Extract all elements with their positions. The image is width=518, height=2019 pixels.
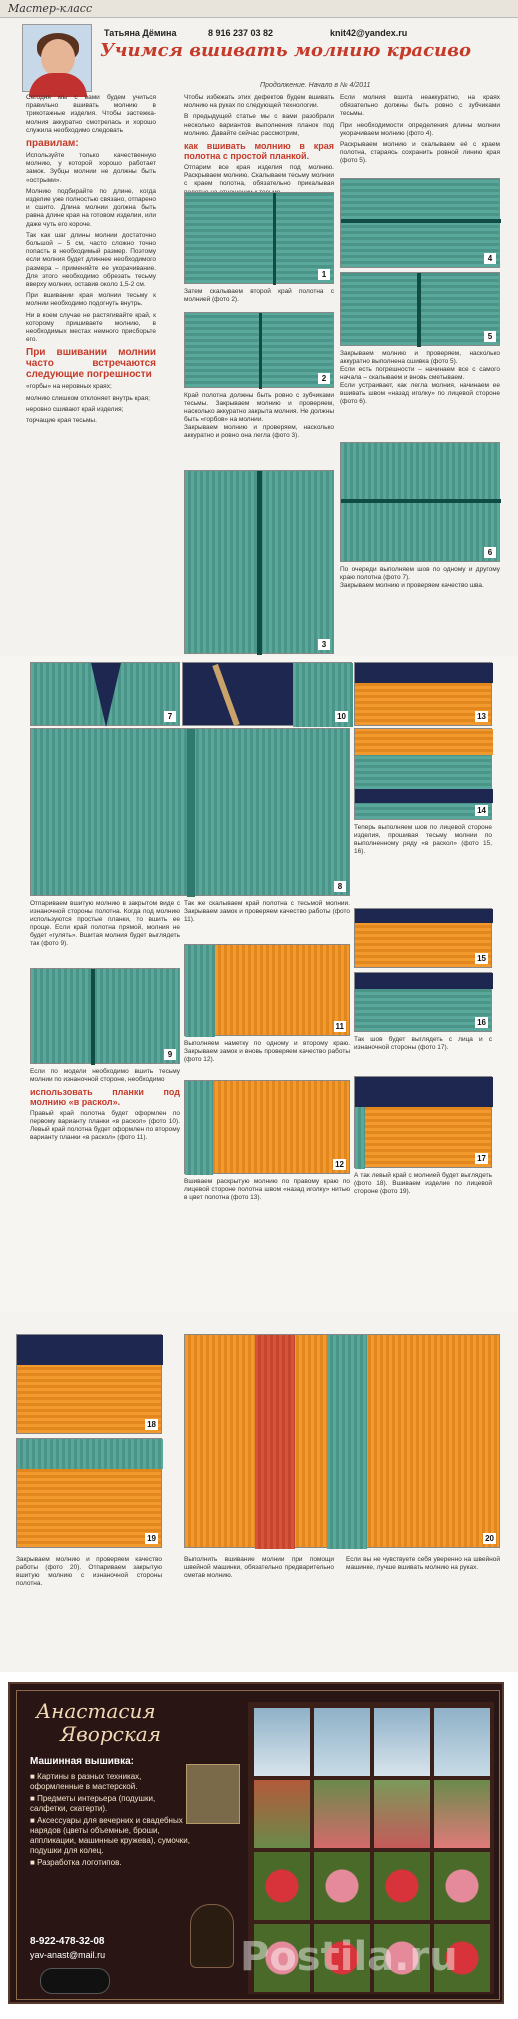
photo-9: 9	[30, 968, 180, 1064]
service-item: ■ Аксессуары для вечерних и свадебных нарядов (цветы объемные, броши, аппликации, машинные кружева), сумочки, подушки для колец.	[30, 1816, 190, 1856]
photo-caption: По очереди выполняем шов по одному и другому краю полотна (фото 7). Закрываем молнию и проверяем качество шва.	[340, 566, 500, 589]
photo-caption: Выполняем наметку по одному и второму краю. Закрываем замок и вновь проверяем качество работы (фото 12).	[184, 1040, 350, 1063]
photo-caption: Выполнить вшивание молнии при помощи швейной машинки, обязательно предварительно сметав молнию.	[184, 1556, 334, 1579]
text-column-2-top	[184, 94, 334, 186]
article-page-3	[0, 1312, 518, 1672]
paragraph: Так как шаг длины молнии достаточно большой – 5 см, часто сложно точно попасть в необходимый размер. Поэтому если молния будет длиннее необходимого размера – применяйте ее укорачивание. Для этого необходимо обрезать тесьму вверху молнии, оставив около 1,5-2 см.	[26, 231, 156, 289]
photo-12: 12	[184, 1080, 350, 1174]
photo-caption: Вшиваем раскрытую молнию по правому краю по лицевой стороне полотна швом «назад иголку» нитью в цвет полотна (фото 13).	[184, 1178, 350, 1201]
photo-5: 5	[340, 272, 500, 346]
vase-photo	[190, 1904, 234, 1968]
photo-caption: Край полотна должны быть ровно с зубчиками тесьмы. Закрываем молнию и проверяем, насколько аккуратно закрыта молния. Не должны быть «горбов» на молнии. Закрываем молнию и проверяем, насколько аккуратно и ровно она легла (фото 3).	[184, 392, 334, 439]
paragraph: Отпарим все края изделия под молнию. Раскрываем молнию. Скалываем тесьму молнии с краем полотна, обязательно прикалывая	[184, 164, 334, 188]
advertisement-page	[0, 1672, 518, 2019]
paragraph: Ни в коем случае не растягивайте край, к которому пришиваете молнию, в необходимых местах немного присборьте его.	[26, 311, 156, 344]
photo-caption: Закрываем молнию и проверяем, насколько аккуратно выполнена сшивка (фото 5). Если есть погрешности – начинаем все с самого начала – скалываем и вновь сметываем. Если устраивает, как легла молния, начинаем ее вшивать швом «назад иголку» по лицевой стороне (фото 6).	[340, 350, 500, 405]
photo-14: 14	[354, 728, 492, 820]
paragraph: При вшивании края молнии тесьму к молнии необходимо подогнуть внутрь.	[26, 292, 156, 308]
error-item: молнию слишком отклоняет внутрь края;	[26, 394, 150, 402]
pillow-photo	[186, 1764, 240, 1824]
article-page-2	[0, 656, 518, 1312]
paragraph: Используйте только качественную молнию, у которой хорошо работает замок. Зубцы молнии не должны быть «острыми».	[26, 152, 156, 184]
article-title: Учимся вшивать молнию красиво	[100, 40, 471, 61]
service-item: ■ Разработка логотипов.	[30, 1858, 190, 1868]
text-column-3-top: Если молния вшита неаккуратно, на краях обязательно должны быть ровно с зубчиками тесьмы. При необходимости определения длины молнии укорачиваем молнию (фото 4). Раскрываем молнию и скалываем её с краем полотна, стараясь сохранить ровной линию края (фото 5).	[340, 94, 500, 165]
service-item: ■ Предметы интерьера (подушки, салфетки, скатерти).	[30, 1794, 190, 1814]
photo-caption: А так левый край с молнией будет выглядеть (фото 18). Вшиваем изделие по лицевой стороне (фото 19).	[354, 1172, 492, 1195]
photo-caption: Если вы не чувствуете себя уверенно на швейной машинке, лучше вшивать молнию на руках.	[346, 1556, 500, 1571]
continuation-note: Продолжение. Начало в № 4/2011	[260, 82, 371, 89]
author-phone: 8 916 237 03 82	[208, 28, 274, 38]
photo-caption: Закрываем молнию и проверяем качество работы (фото 20). Отпариваем закрытую вшитую молнию с изнаночной стороны полотна.	[16, 1556, 162, 1587]
error-item: торчащие края тесьмы.	[26, 417, 97, 425]
photo-17: 17	[354, 1076, 492, 1168]
photo-19: 19	[16, 1438, 162, 1548]
method-heading: как вшивать молнию в края полотна с простой планкой.	[184, 141, 334, 162]
photo-13: 13	[354, 662, 492, 726]
paragraph: Сегодня мы с вами будем учиться правильно вшивать молнию в трикотажные изделия. Чтобы застежка-молния аккуратно смотрелась и хорошо служила необходимо следовать	[26, 94, 156, 134]
paragraph: В предыдущей статье мы с вами разобрали несколько вариантов выполнения планок под молнию. Давайте сейчас рассмотрим,	[184, 113, 334, 137]
photo-caption: Так же скалываем край полотна с тесьмой молнии. Закрываем замок и проверяем качество работы (фото 11).	[184, 900, 350, 923]
author-photo	[22, 24, 92, 92]
paragraph: Чтобы избежать этих дефектов будем вшивать молнию на руках по следующей технологии.	[184, 94, 334, 110]
author-email[interactable]: knit42@yandex.ru	[330, 28, 408, 38]
photo-8: 8	[30, 728, 350, 896]
text-column-1	[26, 94, 156, 654]
service-item: ■ Картины в разных техниках, оформленные в мастерской.	[30, 1772, 190, 1792]
service-list	[30, 1772, 190, 1870]
photo-1: 1	[184, 192, 334, 284]
error-item: «горбы» на неровных краях;	[26, 383, 112, 391]
paragraph: Молнию подбирайте по длине, когда изделие уже полностью связано, отпарено и сшито. Длина молнии должна быть равна длине края на готовом изделии, или даже чуть его короче.	[26, 187, 156, 228]
errors-heading: При вшивании молнии часто встречаются следующие погрешности	[26, 347, 156, 381]
article-page-1	[0, 0, 518, 656]
photo-6: 6	[340, 442, 500, 562]
photo-15: 15	[354, 908, 492, 968]
advertiser-last-name: Яворская	[60, 1722, 161, 1746]
photo-16: 16	[354, 972, 492, 1032]
section-label: Мастер-класс	[8, 2, 93, 15]
site-watermark: Postila.ru	[240, 1934, 458, 1980]
advert-email[interactable]: yav-anast@mail.ru	[30, 1950, 106, 1960]
photo-caption: Отпариваем вшитую молнию в закрытом виде с изнаночной стороны полотна. Когда под молнию используются простые планки, то вшить ее проще. Если край полотна прямой, молния не будет «гулять». Вшитая молния будет выглядеть так (фото 9).	[30, 900, 180, 947]
rules-heading: правилам:	[26, 138, 79, 150]
author-name: Татьяна Дёмина	[104, 28, 177, 38]
photo-caption: Теперь выполняем шов по лицевой стороне изделия, прошивая тесьму молнии по выполненному ряду «в раскол» (фото 15, 16).	[354, 824, 492, 855]
advert-phone: 8-922-478-32-08	[30, 1936, 105, 1947]
photo-20: 20	[184, 1334, 500, 1548]
photo-10: 10	[182, 662, 352, 726]
photo-18: 18	[16, 1334, 162, 1434]
photo-11: 11	[184, 944, 350, 1036]
photo-caption: Если по модели необходимо вшить тесьму молнии по изнаночной стороне, необходимо использовать планки под молнию «в раскол». Правый край полотна будет оформлен по первому варианту планки «в раскол» (фото 10). Левый край полотна будет оформлен по второму варианту планки «в раскол» (фото 11).	[30, 1068, 180, 1141]
handbag-photo	[40, 1968, 110, 1994]
photo-2: 2	[184, 312, 334, 388]
error-item: неровно сшивают край изделия;	[26, 405, 124, 413]
photo-7: 7	[30, 662, 180, 726]
header-bar	[0, 0, 518, 18]
photo-caption: Затем скалываем второй край полотна с молнией (фото 2).	[184, 288, 334, 303]
photo-4: 4	[340, 178, 500, 268]
advert-heading: Машинная вышивка:	[30, 1756, 134, 1767]
advertiser-first-name: Анастасия	[36, 1699, 156, 1723]
photo-caption: Так шов будет выглядеть с лица и с изнаночной стороны (фото 17).	[354, 1036, 492, 1051]
photo-3: 3	[184, 470, 334, 654]
